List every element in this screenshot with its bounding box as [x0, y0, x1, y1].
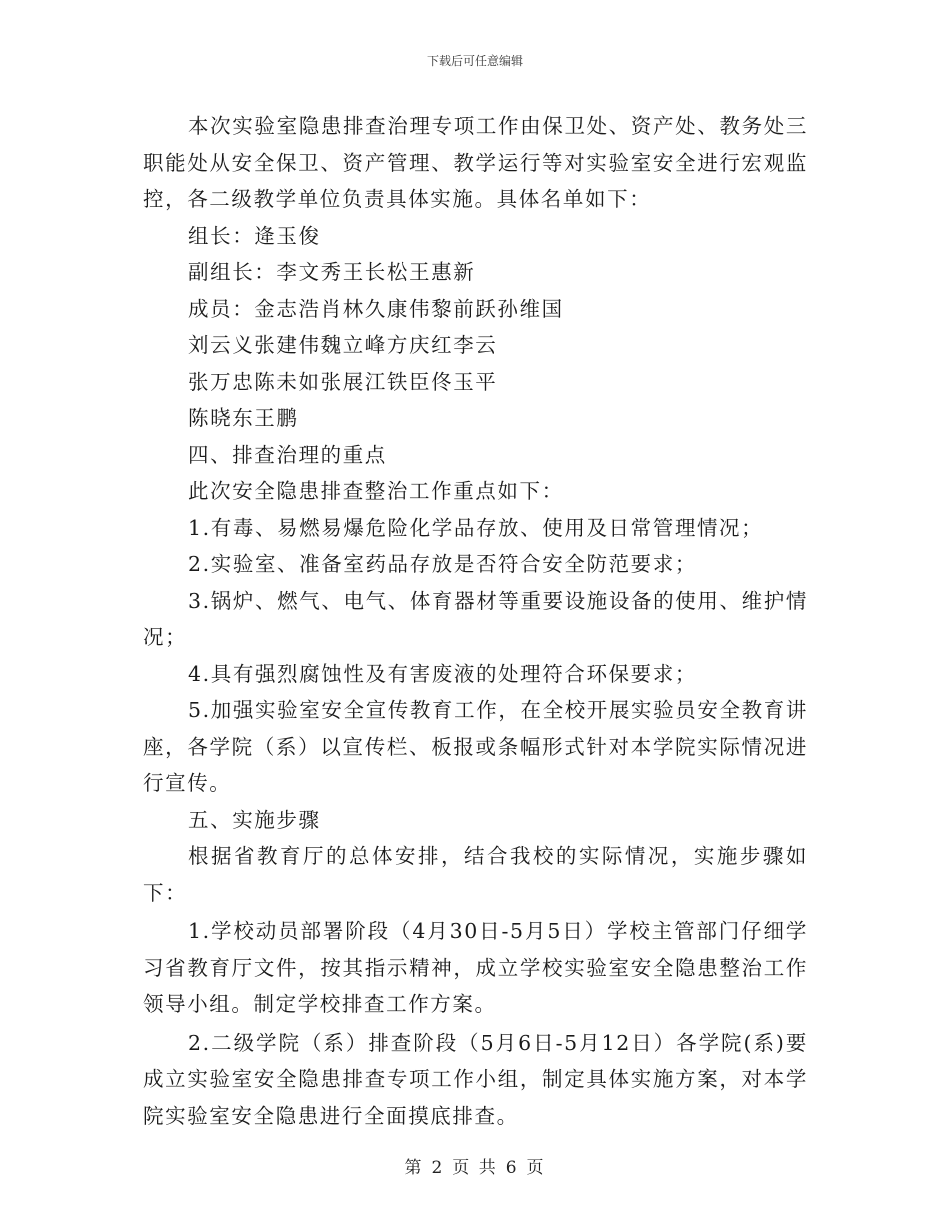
paragraph-focus-intro: 此次安全隐患排查整治工作重点如下： — [188, 479, 564, 503]
document-body — [143, 108, 808, 1134]
list-item-step-2: 2.二级学院（系）排查阶段（5月6日-5月12日）各学院(系)要成立实验室安全隐患排查专项工作小组，制定具体实施方案，对本学院实验室安全隐患进行全面摸底排查。 — [143, 1030, 808, 1128]
footer-mid: 页 共 — [452, 1158, 498, 1178]
paragraph-members: 成员：金志浩肖林久康伟黎前跃孙维国 — [188, 296, 564, 321]
list-item-step-1: 1.学校动员部署阶段（4月30日-5月5日）学校主管部门仔细学习省教育厅文件，按其指示精神，成立学校实验室安全隐患整治工作领导小组。制定学校排查工作方案。 — [143, 919, 808, 1016]
paragraph-members-3: 张万忠陈未如张展江铁臣佟玉平 — [188, 369, 498, 394]
list-item-focus-1: 1.有毒、易燃易爆危险化学品存放、使用及日常管理情况； — [188, 515, 764, 540]
page-header: 下载后可任意编辑 — [426, 54, 523, 68]
paragraph-deputy-leader: 副组长：李文秀王长松王惠新 — [188, 260, 476, 284]
section-heading-5: 五、实施步骤 — [188, 807, 321, 832]
list-item-focus-3: 3.锅炉、燃气、电气、体育器材等重要设施设备的使用、维护情况； — [143, 588, 808, 649]
paragraph-members-4: 陈晓东王鹏 — [188, 406, 299, 430]
paragraph-steps-intro: 根据省教育厅的总体安排，结合我校的实际情况，实施步骤如下： — [143, 844, 808, 905]
page-number: 2 — [431, 1158, 445, 1178]
paragraph-leader: 组长：逄玉俊 — [188, 223, 321, 248]
footer-prefix: 第 — [404, 1158, 424, 1178]
section-heading-4: 四、排查治理的重点 — [188, 442, 387, 467]
footer-suffix: 页 — [526, 1158, 546, 1178]
paragraph-intro: 本次实验室隐患排查治理专项工作由保卫处、资产处、教务处三职能处从安全保卫、资产管理、教学运行等对实验室安全进行宏观监控，各二级教学单位负责具体实施。具体名单如下： — [143, 114, 808, 211]
page-footer — [0, 1153, 950, 1178]
list-item-focus-4: 4.具有强烈腐蚀性及有害废液的处理符合环保要求； — [188, 661, 697, 686]
list-item-focus-5: 5.加强实验室安全宣传教育工作，在全校开展实验员安全教育讲座，各学院（系）以宣传栏、板报或条幅形式针对本学院实际情况进行宣传。 — [143, 698, 808, 795]
paragraph-members-2: 刘云义张建伟魏立峰方庆红李云 — [188, 333, 498, 357]
list-item-focus-2: 2.实验室、准备室药品存放是否符合安全防范要求； — [188, 552, 697, 576]
page-total: 6 — [505, 1158, 519, 1178]
